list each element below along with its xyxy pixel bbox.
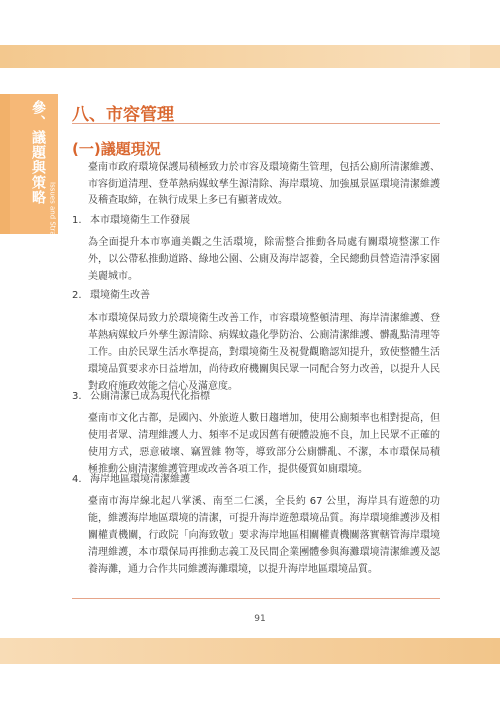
page-number: 91 xyxy=(254,614,266,624)
item-body: 為全面提升本市寧適美觀之生活環境，除需整合推動各局處有關環境整潔工作外，以公帶私推動道路、綠地公園、公廁及海岸認養，全民總動員營造清淨家園美麗城市。 xyxy=(88,237,440,282)
item-heading xyxy=(72,214,440,228)
chapter-side-tab xyxy=(0,70,62,630)
item-body: 臺南市海岸線北起八掌溪、南至二仁溪，全長約 67 公里，海岸具有遊憩的功能，維護海岸地區環境的清潔，可提升海岸遊憩環境品質。海岸環境維護涉及相關權責機關，行政院「向海致敬」要求海岸地區相關權責機關落實轄管海岸環境清理維護，本市環保局再推動志義工及民間企業團體參與海灘環境清潔維護及認養海灘，通力合作共同維護海灘環境，以提升海岸地區環境品質。 xyxy=(88,496,440,575)
item-heading xyxy=(72,473,440,487)
header-decor-bar xyxy=(0,45,500,68)
side-tab-strip xyxy=(0,94,10,234)
item-number: 3. xyxy=(72,391,82,402)
footer-divider xyxy=(72,598,440,599)
title-divider xyxy=(72,123,440,124)
item-title: 本市環境衛生工作發展 xyxy=(90,215,190,226)
chapter-title-vertical: 參、議題與策略 xyxy=(30,100,46,205)
item-title: 公廁清潔已成為現代化指標 xyxy=(90,391,210,402)
item-body: 臺南市文化古都，是國內、外旅遊人數日趨增加，使用公廁頻率也相對提高，但使用者眾、清理維護人力、頻率不足或因舊有硬體設施不良，加上民眾不正確的使用方式，惡意破壞、竊置雜 物等，導致部分公廁髒亂、不潔，本市環保局積極推動公廁清潔維護管理或改善各項工作，提供優質如廁環境。 xyxy=(88,413,440,475)
item-title: 海岸地區環境清潔維護 xyxy=(90,474,190,485)
header-decor-gradient xyxy=(0,45,470,68)
item-number: 1. xyxy=(72,215,82,226)
item-body: 本市環境保局致力於環境衛生改善工作，市容環境整頓清理、海岸清潔維護、登革熱病媒蚊戶外孳生源清除、病媒蚊蟲化學防治、公廁清潔維護、髒亂點清理等工作。由於民眾生活水準提高，對環境衛生及視覺觀瞻認知提升，致使整體生活環境品質要求亦日益增加，尚待政府機關與民眾一同配合努力改善，以提升人民對政府施政效能之信心及滿意度。 xyxy=(88,313,440,392)
item-number: 2. xyxy=(72,290,82,301)
item-heading xyxy=(72,390,440,404)
footer-decor-bar xyxy=(0,638,500,664)
item-number: 4. xyxy=(72,474,82,485)
item-heading xyxy=(72,289,440,303)
chapter-title-english: Issues and Strategies xyxy=(48,182,57,258)
intro-paragraph: 臺南市政府環境保護局積極致力於市容及環境衛生管理，包括公廁所清潔維護、市容街道清理、登革熱病媒蚊孳生源清除、海岸環境、加強風景區環境清潔維護及稽查取締，在執行成果上多已有顯著成效。 xyxy=(88,162,440,206)
subsection-title: (一)議題現況 xyxy=(72,140,161,158)
section-title: 八、市容管理 xyxy=(72,105,174,125)
item-title: 環境衛生改善 xyxy=(90,290,150,301)
